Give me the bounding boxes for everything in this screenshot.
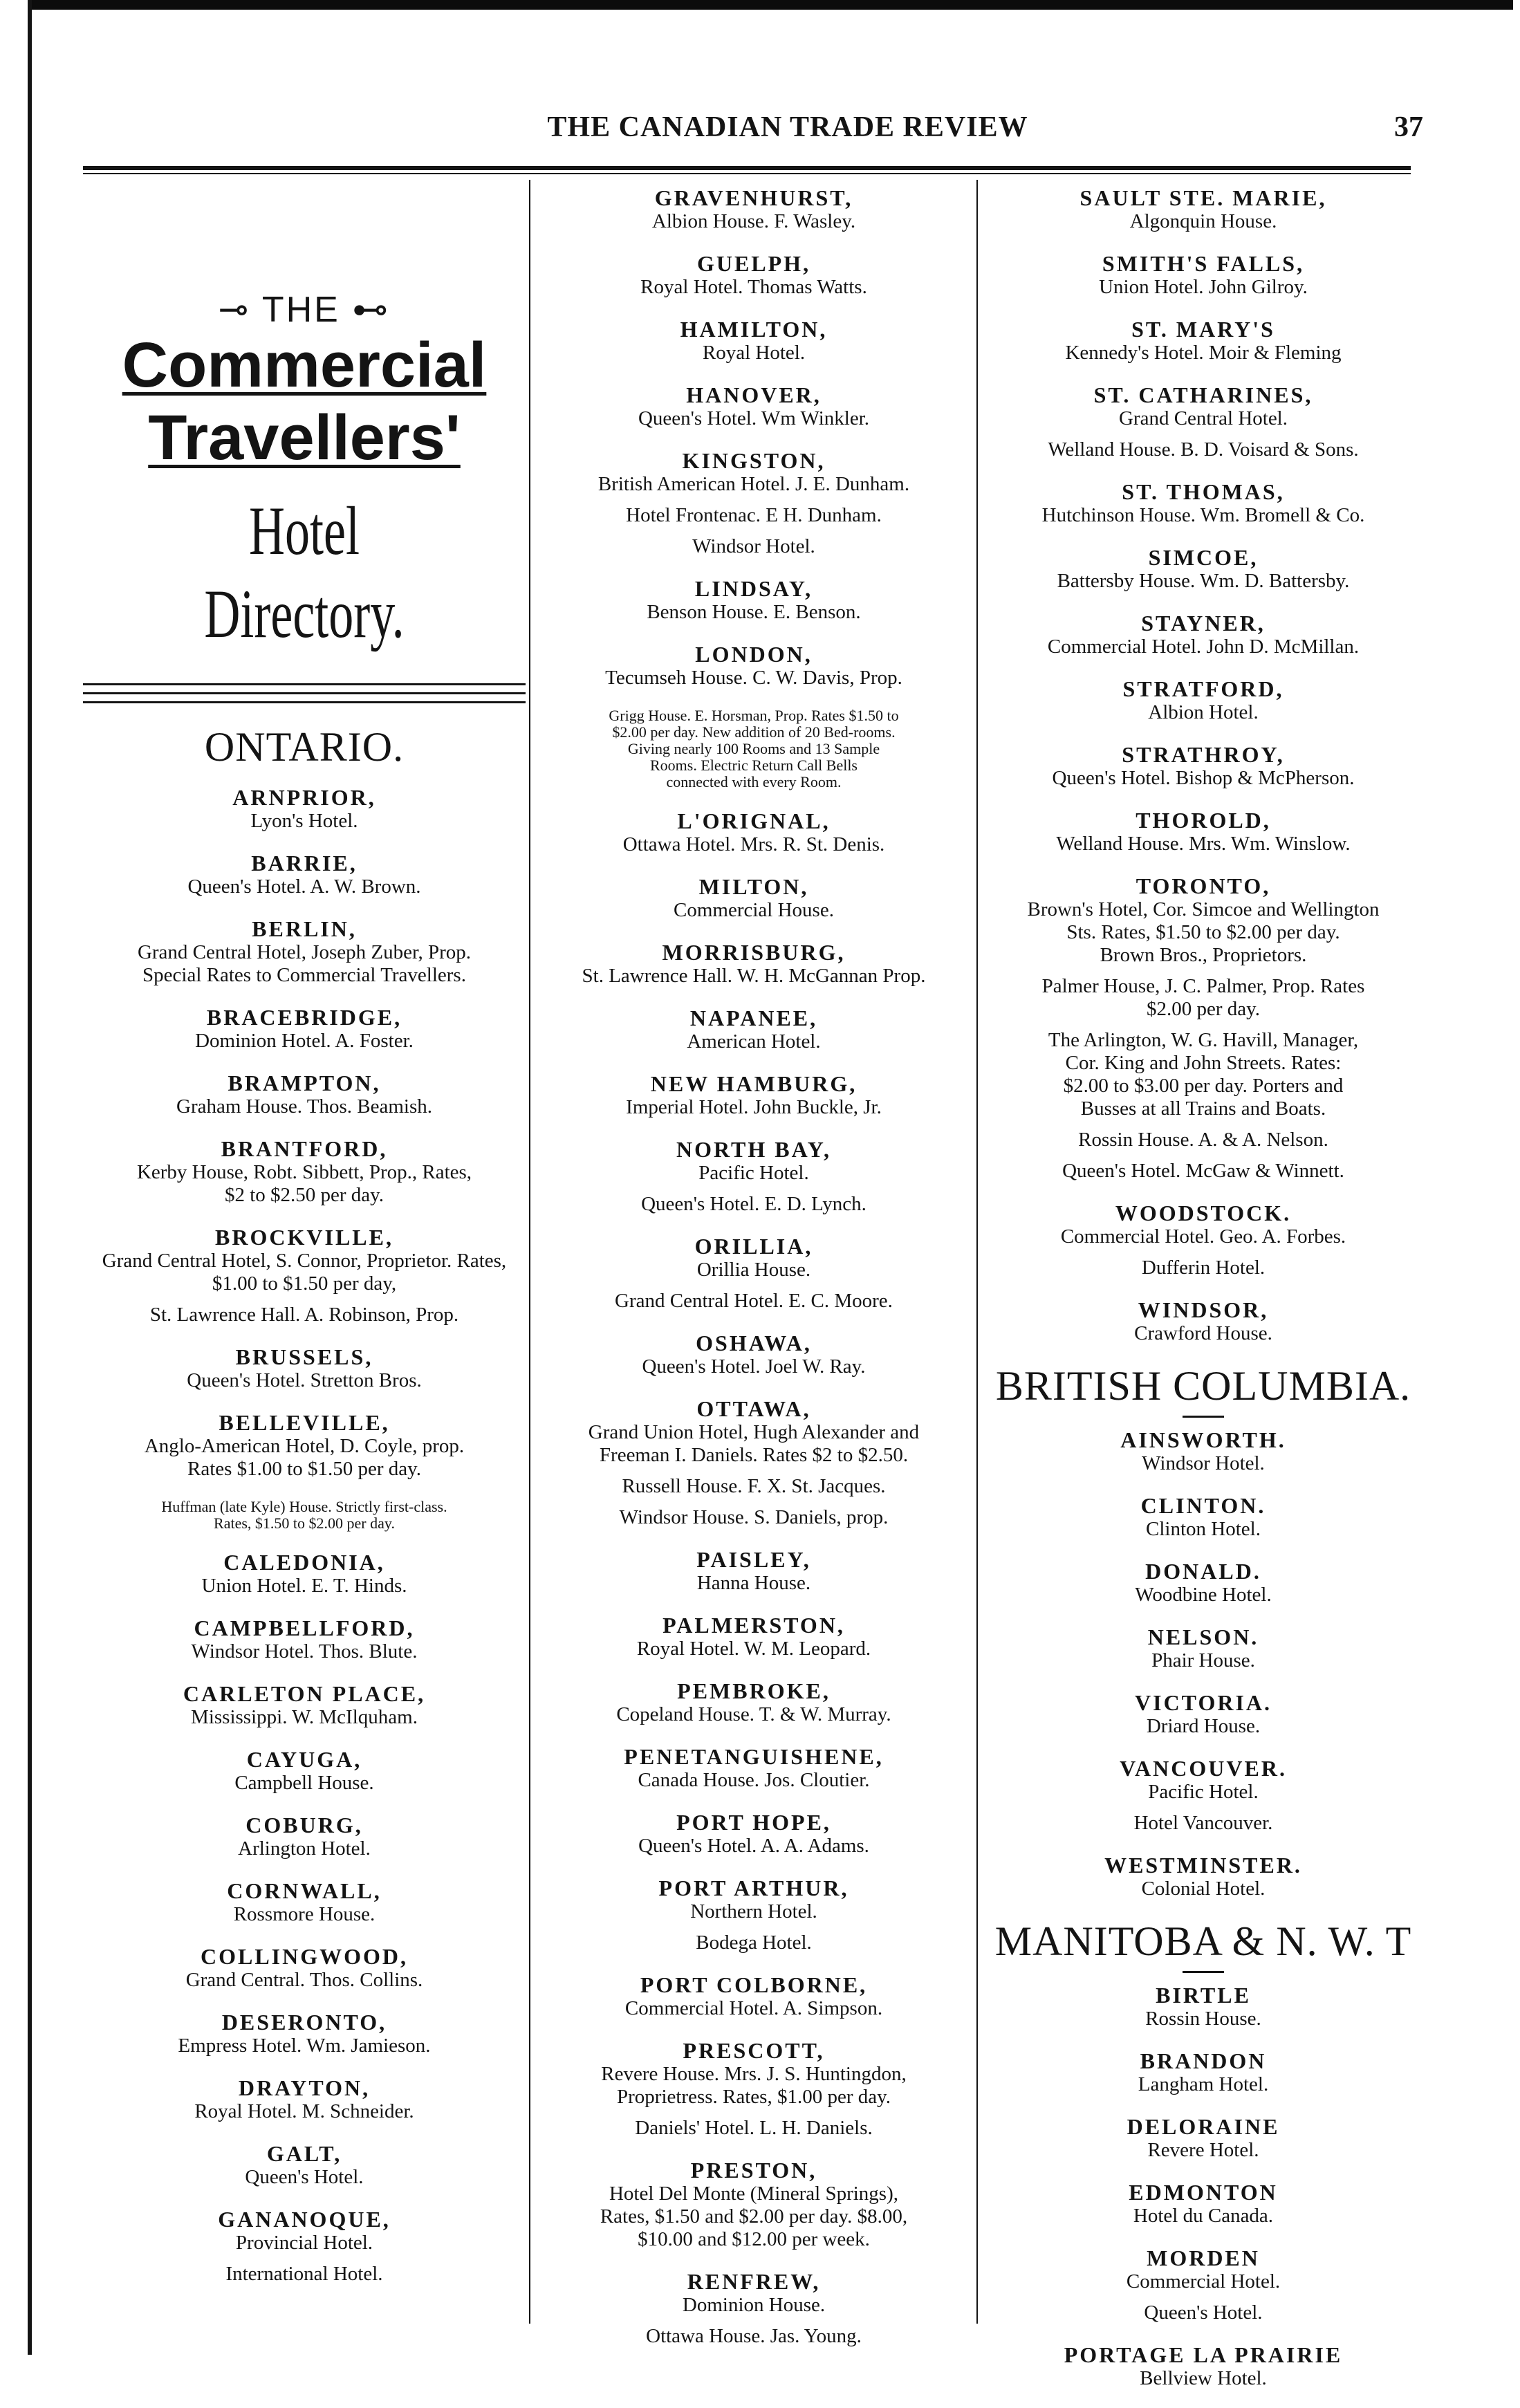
hotel-line: Pacific Hotel. [1148,1781,1259,1803]
hotel-entry [982,873,1425,1183]
town-name: MORRISBURG, [662,940,846,965]
hotel-line: American Hotel. [687,1030,821,1053]
hotel-line: Commercial Hotel. John D. McMillan. [1047,636,1360,658]
town-name: WESTMINSTER. [1104,1853,1302,1878]
town-name: ST. MARY'S [1131,317,1275,342]
town-name: MORDEN [1147,2245,1260,2270]
hotel-entry [982,1201,1425,1279]
hotel-line: Anglo-American Hotel, D. Coyle, prop. [144,1435,465,1457]
hotel-line: Campbell House. [234,1772,374,1794]
town-name: HAMILTON, [680,317,828,342]
town-name: PORTAGE LA PRAIRIE [1064,2342,1343,2367]
spacer [982,1804,1425,1812]
hotel-entry [536,642,972,689]
hotel-entry [83,1005,526,1053]
hotel-line: Clinton Hotel. [1146,1518,1261,1540]
hotel-entry [982,676,1425,724]
hotel-line: Grand Central Hotel. [1118,407,1288,429]
hotel-line: Windsor Hotel. [1142,1452,1265,1474]
hotel-entry [83,1813,526,1860]
hotel-entry [536,808,972,856]
town-name: OTTAWA, [696,1396,811,1421]
spacer [536,527,972,535]
hotel-line: Union Hotel. John Gilroy. [1099,276,1308,298]
hotel-line: Grand Central Hotel, Joseph Zuber, Prop. [137,941,472,963]
hotel-entry [536,448,972,558]
hotel-entry [83,1550,526,1597]
page-top-border [28,0,1513,10]
hotel-line: Battersby House. Wm. D. Battersby. [1057,570,1350,592]
hotel-line: Lyon's Hotel. [250,810,358,832]
hotel-line: Commercial House. [674,899,834,921]
hotel-line: Windsor House. S. Daniels, prop. [619,1506,889,1528]
hotel-line: Queen's Hotel. Wm Winkler. [638,407,869,429]
town-name: BIRTLE [1156,1983,1251,2008]
hotel-line: Freeman I. Daniels. Rates $2 to $2.50. [599,1444,909,1466]
town-name: L'ORIGNAL, [677,808,831,833]
header-rule [83,166,1411,170]
hotel-line: Copeland House. T. & W. Murray. [616,1703,891,1725]
town-name: BARRIE, [251,851,358,876]
town-name: BROCKVILLE, [215,1225,393,1250]
town-name: SAULT STE. MARIE, [1079,185,1327,210]
hotel-entry [83,1344,526,1392]
town-name: GALT, [266,2141,342,2166]
hotel-line: Ottawa Hotel. Mrs. R. St. Denis. [622,833,885,855]
hotel-entry [982,1297,1425,1345]
hotel-entry [83,1681,526,1729]
hotel-line: Dominion House. [682,2294,826,2316]
hotel-line: Langham Hotel. [1138,2073,1269,2095]
hotel-line: Queen's Hotel. [1144,2302,1263,2324]
town-name: SIMCOE, [1148,545,1259,570]
hotel-entry [982,2048,1425,2096]
town-name: CLINTON. [1140,1493,1266,1518]
hotel-entry [83,916,526,987]
hotel-line: Revere House. Mrs. J. S. Huntingdon, [601,2063,907,2085]
hotel-line: Grand Central Hotel, S. Connor, Proprietor. Rates, $1.00 to $1.50 per day, [102,1250,507,1295]
hotel-line: Palmer House, J. C. Palmer, Prop. Rates [1041,975,1365,997]
hotel-line: Rates, $1.50 and $2.00 per day. $8.00, [600,2205,908,2228]
hotel-entry [982,1493,1425,1541]
town-name: DELORAINE [1127,2114,1280,2139]
hotel-entry [536,940,972,988]
hotel-line: Queen's Hotel. Bishop & McPherson. [1052,767,1355,789]
hotel-line: Commercial Hotel. A. Simpson. [624,1997,883,2019]
spacer [83,2254,526,2263]
spacer [536,2317,972,2325]
spacer [982,1021,1425,1029]
town-name: STRATHROY, [1122,742,1285,767]
town-name: VICTORIA. [1135,1690,1272,1715]
hotel-line: Brown Bros., Proprietors. [1100,944,1307,966]
spacer [536,1281,972,1290]
town-name: PORT HOPE, [676,1810,831,1835]
page-number: 37 [1394,111,1423,143]
spacer [536,1185,972,1193]
spacer [982,2293,1425,2302]
hotel-line: $10.00 and $12.00 per week. [638,2228,870,2250]
hotel-line: Benson House. E. Benson. [647,601,861,623]
hotel-line: Arlington Hotel. [238,1837,371,1860]
hotel-line: Busses at all Trains and Boats. [1080,1098,1326,1120]
town-name: AINSWORTH. [1120,1427,1286,1452]
hotel-line: Commercial Hotel. [1126,2270,1281,2293]
town-name: WOODSTOCK. [1115,1201,1292,1225]
hotel-line: Hotel Frontenac. E H. Dunham. [626,504,882,526]
hotel-entry [982,2245,1425,2324]
hotel-line: Woodbine Hotel. [1135,1584,1272,1606]
hotel-entry [83,1615,526,1663]
hotel-line: British American Hotel. J. E. Dunham. [597,473,910,495]
hotel-line: Hotel du Canada. [1133,2205,1274,2227]
hotel-entry [982,2114,1425,2162]
town-name: PAISLEY, [696,1547,811,1572]
hotel-line: Northern Hotel. [690,1900,817,1923]
hotel-line: Graham House. Thos. Beamish. [176,1095,432,1118]
hotel-line: Queen's Hotel. McGaw & Winnett. [1062,1160,1344,1182]
town-name: PRESTON, [690,2158,817,2183]
hotel-entry [982,1853,1425,1900]
town-name: MILTON, [698,874,809,899]
town-name: ORILLIA, [694,1234,813,1259]
hotel-entry [982,1559,1425,1606]
column-two [536,185,972,2366]
town-name: NORTH BAY, [676,1137,831,1162]
masthead-rules [83,683,526,703]
hotel-entry [536,317,972,364]
hotel-line: Russell House. F. X. St. Jacques. [622,1475,886,1497]
hotel-line: $2 to $2.50 per day. [224,1184,384,1206]
town-name: CAMPBELLFORD, [194,1615,415,1640]
hotel-line: Welland House. B. D. Voisard & Sons. [1048,438,1359,461]
hotel-entry [536,185,972,233]
hotel-entry [83,2207,526,2286]
spacer [982,967,1425,975]
spacer [536,496,972,504]
town-name: COLLINGWOOD, [200,1944,409,1969]
region-heading-british-columbia: BRITISH COLUMBIA. [995,1363,1411,1409]
hotel-line: Royal Hotel. M. Schneider. [194,2100,414,2122]
hotel-entry [982,808,1425,855]
left-page-border [28,0,32,2355]
hotel-line: Commercial Hotel. Geo. A. Forbes. [1060,1225,1346,1248]
spacer [982,1151,1425,1160]
hotel-line: Special Rates to Commercial Travellers. [142,964,466,986]
town-name: STAYNER, [1141,611,1266,636]
town-name: NEW HAMBURG, [650,1071,858,1096]
hotel-line: Hotel Vancouver. [1133,1812,1273,1834]
town-name: DESERONTO, [221,2010,387,2035]
town-name: TORONTO, [1136,873,1271,898]
hotel-entry [982,382,1425,461]
hotel-entry [982,2342,1425,2390]
hotel-entry [83,2010,526,2057]
hotel-line: Ottawa House. Jas. Young. [646,2325,862,2347]
hotel-entry [982,317,1425,364]
hotel-entry [982,742,1425,790]
masthead-hotel-directory: Hotel Directory. [204,492,405,652]
hotel-entry [536,1547,972,1595]
hotel-line: $2.00 per day. New addition of 20 Bed-rooms. [612,723,896,741]
hotel-line: Hotel Del Monte (Mineral Springs), [609,2183,898,2205]
town-name: NAPANEE, [689,1006,818,1030]
hotel-entry [83,1071,526,1118]
hotel-entry [536,1234,972,1313]
hotel-entry [536,2269,972,2348]
town-name: EDMONTON [1129,2180,1278,2205]
hotel-entry [536,1972,972,2020]
spacer [83,1295,526,1304]
hotel-entry [536,1744,972,1792]
town-name: BELLEVILLE, [219,1410,390,1435]
hotel-entry [982,251,1425,299]
town-name: NELSON. [1147,1624,1259,1649]
hotel-entry [83,1499,526,1532]
header-rule-thin [83,173,1411,174]
hotel-line: Proprietress. Rates, $1.00 per day. [617,2086,891,2108]
hotel-line: $2.00 per day. [1146,998,1261,1020]
hotel-line: Rooms. Electric Return Call Bells [649,757,858,774]
hotel-entry [83,1225,526,1326]
hotel-line: Provincial Hotel. [235,2232,373,2254]
hotel-line: $2.00 to $3.00 per day. Porters and [1063,1075,1344,1097]
town-name: GUELPH, [696,251,811,276]
hotel-line: St. Lawrence Hall. A. Robinson, Prop. [149,1304,459,1326]
hotel-line: Grand Central Hotel. E. C. Moore. [615,1290,893,1312]
town-name: BRAMPTON, [228,1071,381,1095]
hotel-entry [83,2141,526,2189]
directory-masthead [83,185,526,703]
hotel-entry [536,1331,972,1378]
town-name: CARLETON PLACE, [183,1681,426,1706]
hotel-entry [536,1678,972,1726]
hotel-entry [83,2075,526,2123]
hotel-entry [982,1624,1425,1672]
hotel-line: Daniels' Hotel. L. H. Daniels. [635,2117,873,2139]
town-name: HANOVER, [686,382,822,407]
town-name: CORNWALL, [227,1878,382,1903]
town-name: SMITH'S FALLS, [1102,251,1305,276]
hotel-entry [982,185,1425,233]
hotel-line: International Hotel. [225,2263,383,2285]
hotel-line: Hutchinson House. Wm. Bromell & Co. [1041,504,1365,526]
hotel-entry [982,545,1425,593]
town-name: COBURG, [245,1813,363,1837]
town-name: CALEDONIA, [223,1550,385,1575]
town-name: CAYUGA, [246,1747,362,1772]
hotel-entry [982,2180,1425,2228]
hotel-line: Phair House. [1151,1649,1255,1671]
hotel-line: Huffman (late Kyle) House. Strictly first-class. [161,1498,447,1515]
hotel-line: Windsor Hotel. Thos. Blute. [191,1640,418,1663]
hotel-line: Sts. Rates, $1.50 to $2.00 per day. [1066,921,1340,943]
spacer [982,430,1425,438]
hotel-line: St. Lawrence Hall. W. H. McGannan Prop. [582,965,926,987]
hotel-entry [536,1613,972,1660]
hotel-line: Rates, $1.50 to $2.00 per day. [214,1515,395,1532]
hotel-line: Rates $1.00 to $1.50 per day. [187,1458,421,1480]
hotel-line: Hanna House. [696,1572,811,1594]
column-divider-1 [529,180,530,2324]
hotel-line: Kerby House, Robt. Sibbett, Prop., Rates, [136,1161,472,1183]
hotel-entry [83,1136,526,1207]
hotel-entry [536,1006,972,1053]
hotel-entry [83,785,526,833]
hotel-line: Algonquin House. [1129,210,1277,232]
spacer [536,1467,972,1475]
hotel-entry [536,576,972,624]
hotel-line: connected with every Room. [666,773,842,790]
hotel-line: Canada House. Jos. Cloutier. [638,1769,870,1791]
town-name: RENFREW, [687,2269,821,2294]
region-rule [1183,1971,1224,1973]
hotel-entry [536,382,972,430]
town-name: PRESCOTT, [683,2038,825,2063]
town-name: BERLIN, [252,916,357,941]
town-name: LINDSAY, [694,576,813,601]
region-heading-manitoba: MANITOBA & N. W. T [994,1918,1412,1964]
column-three [982,185,1425,2408]
hotel-entry [536,1396,972,1529]
hotel-entry [83,1747,526,1795]
hotel-line: Grand Union Hotel, Hugh Alexander and [588,1421,920,1443]
masthead-the: ⊸ THE ⊷ [218,290,391,330]
hotel-entry [536,874,972,922]
town-name: PENETANGUISHENE, [624,1744,884,1769]
running-header [138,111,1437,159]
town-name: KINGSTON, [682,448,826,473]
hotel-line: Rossin House. A. & A. Nelson. [1078,1129,1328,1151]
hotel-line: Bodega Hotel. [696,1932,812,1954]
hotel-entry [536,2158,972,2251]
column-one [83,185,526,2304]
column-divider-2 [976,180,978,2324]
hotel-line: Grigg House. E. Horsman, Prop. Rates $1.50 to [609,707,899,724]
hotel-entry [536,1876,972,1954]
hotel-line: Queen's Hotel. E. D. Lynch. [641,1193,866,1215]
town-name: STRATFORD, [1122,676,1284,701]
hotel-line: Driard House. [1146,1715,1261,1737]
hotel-entry [83,1410,526,1481]
hotel-line: Queen's Hotel. A. A. Adams. [638,1835,869,1857]
town-name: DRAYTON, [238,2075,371,2100]
hotel-entry [536,1137,972,1216]
town-name: WINDSOR, [1138,1297,1269,1322]
hotel-entry [982,1690,1425,1738]
hotel-line: Dufferin Hotel. [1141,1257,1266,1279]
hotel-line: Cor. King and John Streets. Rates: [1065,1052,1342,1074]
hotel-line: Bellview Hotel. [1140,2367,1267,2389]
region-rule [1183,1416,1224,1418]
town-name: BRUSSELS, [235,1344,373,1369]
town-name: DONALD. [1145,1559,1261,1584]
hotel-entry [982,1756,1425,1835]
hotel-entry [982,1427,1425,1475]
town-name: ST. THOMAS, [1122,479,1285,504]
town-name: ARNPRIOR, [232,785,376,810]
hotel-entry [982,1983,1425,2030]
town-name: PEMBROKE, [677,1678,831,1703]
town-name: OSHAWA, [696,1331,812,1355]
town-name: BRANDON [1140,2048,1267,2073]
region-heading-ontario: ONTARIO. [204,724,405,770]
hotel-line: Welland House. Mrs. Wm. Winslow. [1056,833,1351,855]
hotel-line: Royal Hotel. Thomas Watts. [640,276,867,298]
hotel-line: Orillia House. [696,1259,811,1281]
hotel-line: Colonial Hotel. [1141,1878,1266,1900]
town-name: THOROLD, [1136,808,1271,833]
hotel-line: Kennedy's Hotel. Moir & Fleming [1065,342,1342,364]
spacer [536,1923,972,1932]
spacer [536,2109,972,2117]
hotel-entry [536,1071,972,1119]
town-name: ST. CATHARINES, [1093,382,1313,407]
hotel-line: Tecumseh House. C. W. Davis, Prop. [605,667,902,689]
hotel-line: Revere Hotel. [1147,2139,1259,2161]
spacer [536,1498,972,1506]
hotel-entry [83,1944,526,1992]
hotel-line: Royal Hotel. W. M. Leopard. [636,1638,871,1660]
hotel-line: Queen's Hotel. Stretton Bros. [187,1369,422,1391]
town-name: PORT ARTHUR, [658,1876,849,1900]
hotel-line: Pacific Hotel. [698,1162,809,1184]
hotel-entry [83,851,526,898]
hotel-line: Rossin House. [1145,2008,1261,2030]
hotel-line: Royal Hotel. [702,342,806,364]
hotel-line: Dominion Hotel. A. Foster. [195,1030,414,1052]
hotel-line: Grand Central. Thos. Collins. [185,1969,423,1991]
hotel-entry [536,707,972,790]
town-name: PORT COLBORNE, [640,1972,868,1997]
town-name: BRACEBRIDGE, [206,1005,402,1030]
hotel-line: The Arlington, W. G. Havill, Manager, [1048,1029,1359,1051]
masthead-travellers: Travellers' [148,402,461,473]
town-name: GRAVENHURST, [654,185,853,210]
hotel-line: Mississippi. W. McIlquham. [191,1706,418,1728]
hotel-line: Rossmore House. [233,1903,376,1925]
hotel-line: Brown's Hotel, Cor. Simcoe and Wellington [1027,898,1380,920]
hotel-line: Empress Hotel. Wm. Jamieson. [178,2035,431,2057]
hotel-line: Queen's Hotel. [245,2166,364,2188]
spacer [982,1248,1425,1257]
hotel-entry [83,1878,526,1926]
hotel-line: Albion Hotel. [1148,701,1259,723]
hotel-line: Imperial Hotel. John Buckle, Jr. [626,1096,882,1118]
hotel-entry [536,2038,972,2140]
hotel-entry [536,1810,972,1858]
town-name: BRANTFORD, [221,1136,388,1161]
town-name: LONDON, [695,642,813,667]
hotel-line: Windsor Hotel. [692,535,815,557]
hotel-line: Crawford House. [1134,1322,1272,1344]
hotel-entry [982,479,1425,527]
spacer [982,1120,1425,1129]
town-name: GANANOQUE, [218,2207,391,2232]
hotel-entry [536,251,972,299]
hotel-line: Union Hotel. E. T. Hinds. [201,1575,407,1597]
hotel-line: Queen's Hotel. Joel W. Ray. [642,1355,866,1378]
town-name: PALMERSTON, [662,1613,845,1638]
hotel-line: Albion House. F. Wasley. [651,210,856,232]
hotel-entry [982,611,1425,658]
publication-title: THE CANADIAN TRADE REVIEW [547,111,1028,143]
town-name: VANCOUVER. [1120,1756,1287,1781]
hotel-line: Queen's Hotel. A. W. Brown. [187,876,421,898]
masthead-commercial: Commercial [122,330,487,400]
hotel-line: Giving nearly 100 Rooms and 13 Sample [627,740,880,757]
